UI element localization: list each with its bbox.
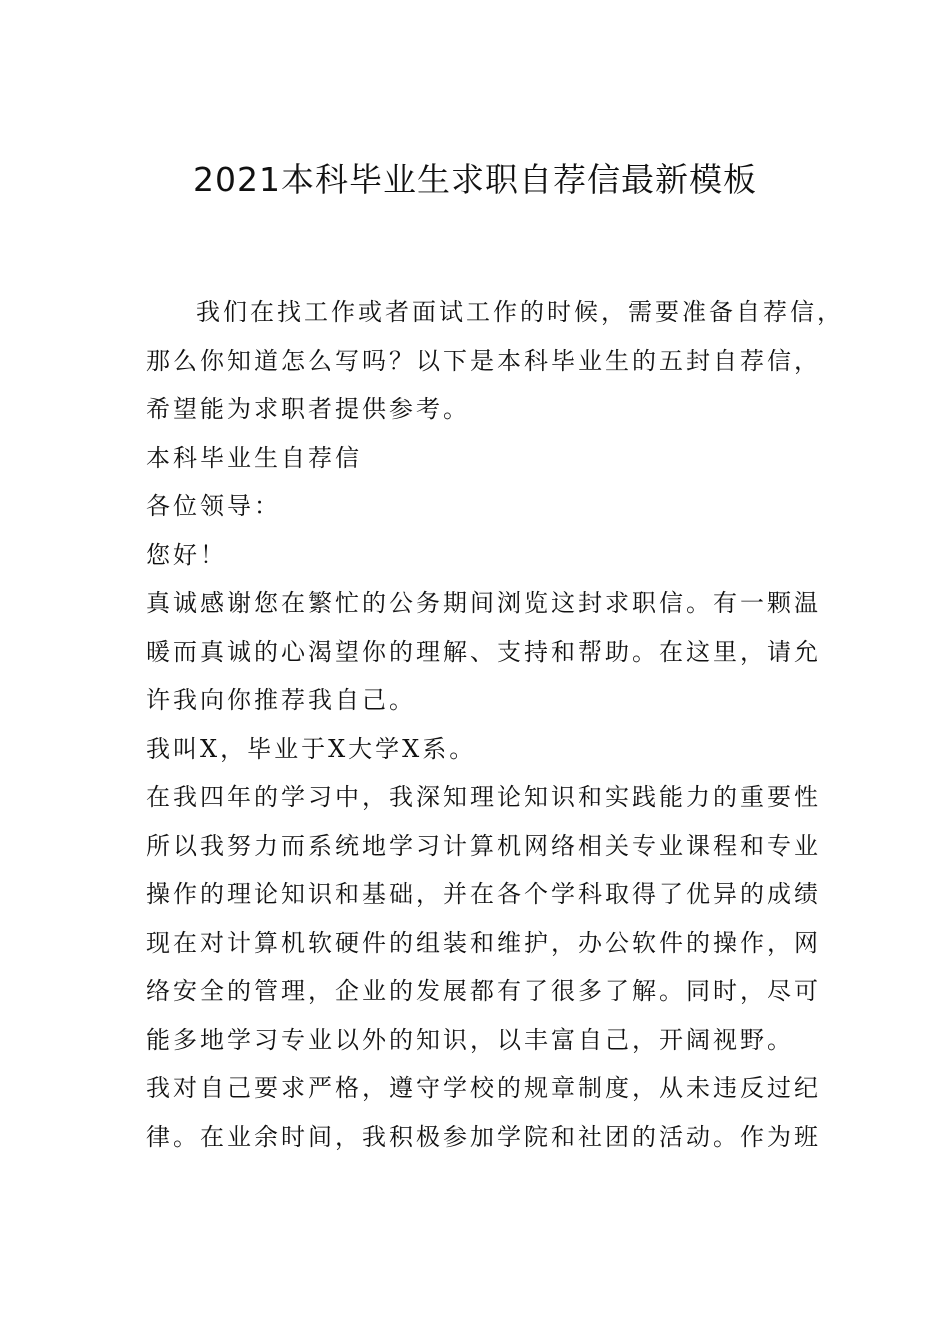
- paragraph-line: 我对自己要求严格，遵守学校的规章制度，从未违反过纪: [146, 1074, 821, 1102]
- paragraph-line: 我们在找工作或者面试工作的时候，需要准备自荐信，: [196, 298, 844, 326]
- salutation: 各位领导：: [146, 492, 281, 520]
- paragraph-line: 操作的理论知识和基础，并在各个学科取得了优异的成绩: [146, 880, 821, 908]
- paragraph-line: 我叫X，毕业于X大学X系。: [146, 734, 477, 763]
- document-body: [146, 288, 844, 1161]
- paragraph-line: 真诚感谢您在繁忙的公务期间浏览这封求职信。有一颗温: [146, 589, 821, 617]
- greeting: 您好！: [146, 540, 227, 569]
- document-title: 2021本科毕业生求职自荐信最新模板: [193, 160, 757, 199]
- paragraph-line: 许我向你推荐我自己。: [146, 686, 416, 714]
- paragraph-line: 律。在业余时间，我积极参加学院和社团的活动。作为班: [146, 1122, 821, 1151]
- paragraph-line: 所以我努力而系统地学习计算机网络相关专业课程和专业: [146, 831, 821, 860]
- paragraph-line: 络安全的管理，企业的发展都有了很多了解。同时，尽可: [146, 977, 821, 1005]
- paragraph-line: 那么你知道怎么写吗？以下是本科毕业生的五封自荐信，: [146, 346, 821, 375]
- paragraph-line: 在我四年的学习中，我深知理论知识和实践能力的重要性: [146, 783, 821, 811]
- paragraph-line: 暖而真诚的心渴望你的理解、支持和帮助。在这里，请允: [146, 637, 821, 666]
- paragraph-line: 能多地学习专业以外的知识，以丰富自己，开阔视野。: [146, 1025, 794, 1054]
- paragraph-line: 希望能为求职者提供参考。: [146, 395, 470, 423]
- section-heading: 本科毕业生自荐信: [146, 443, 362, 472]
- paragraph-line: 现在对计算机软硬件的组装和维护，办公软件的操作，网: [146, 928, 821, 957]
